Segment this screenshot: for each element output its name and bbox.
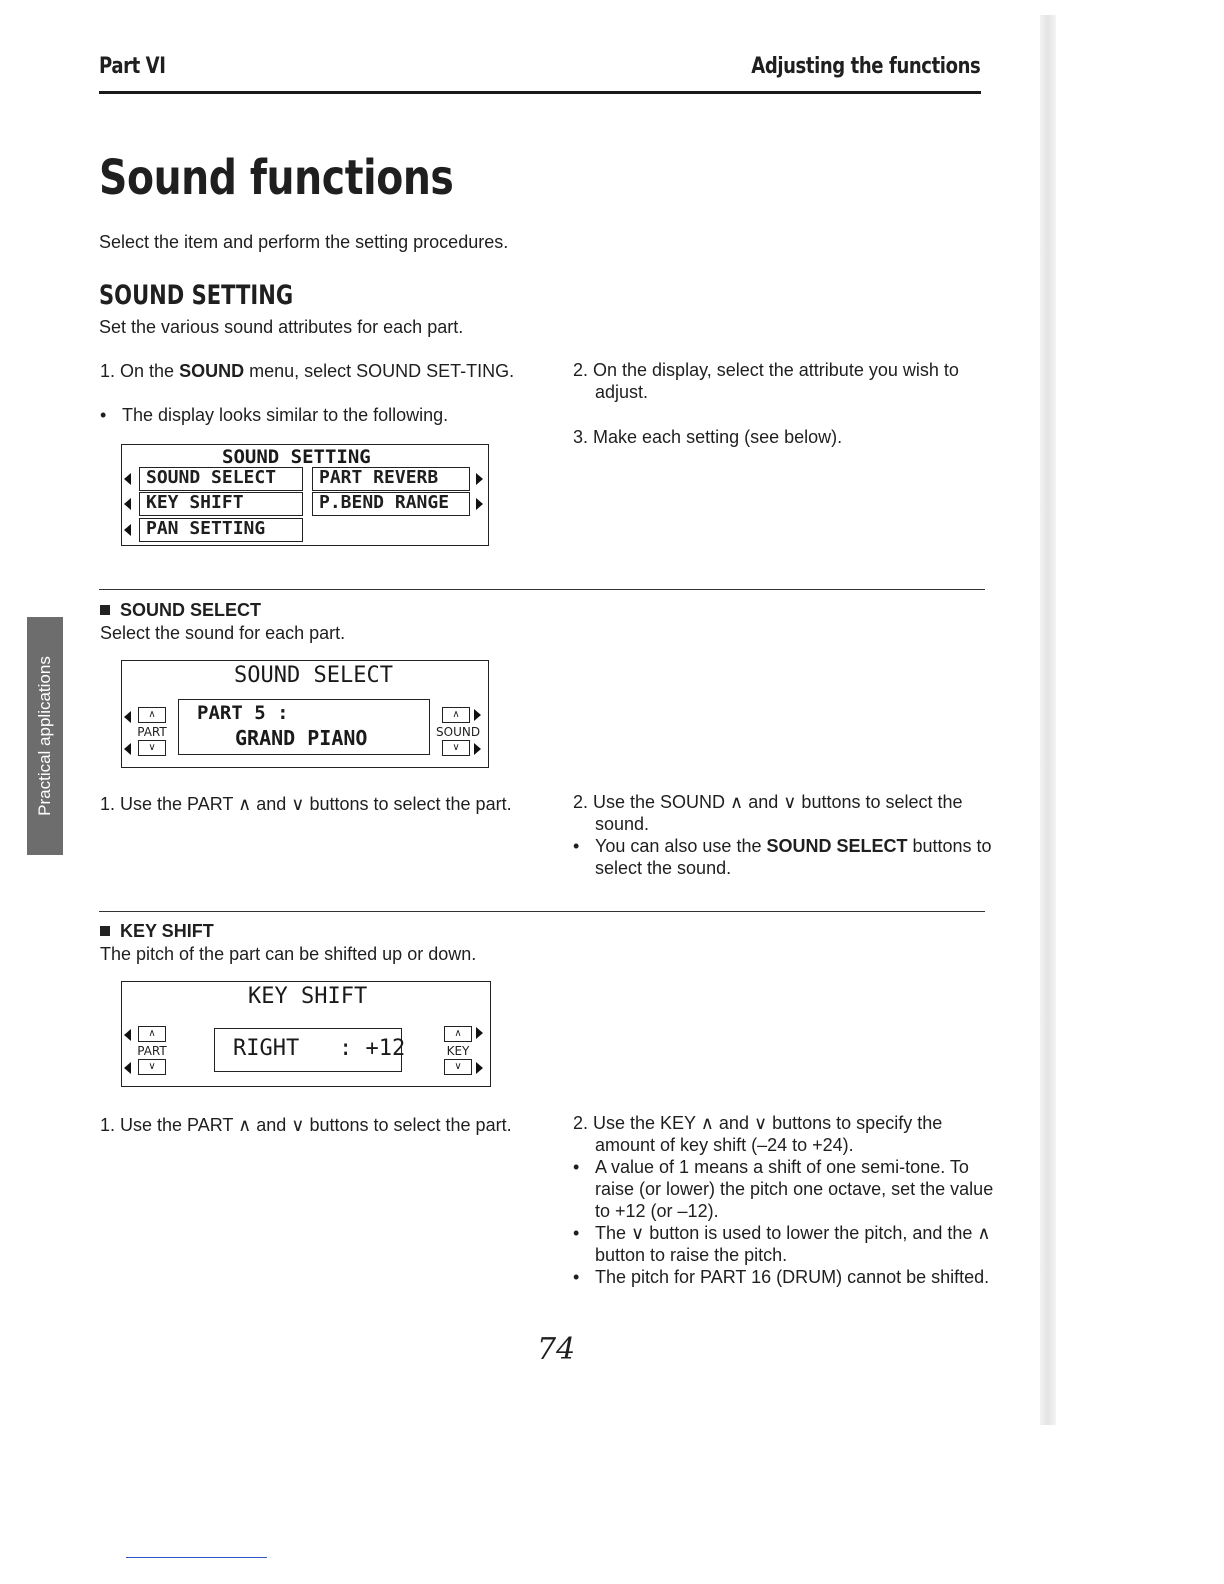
scan-edge-shading [1040,15,1056,1425]
key-label: KEY [446,1044,470,1058]
sound-select-heading: SOUND SELECT [100,600,261,621]
left-arrow-icon [124,711,131,723]
part-label: PART [137,1044,167,1058]
sound-select-step1: 1. Use the PART ∧ and ∨ buttons to select the part. [100,794,512,814]
part-down-button[interactable]: ∨ [138,1059,166,1075]
right-arrow-icon [476,473,483,485]
sound-name: GRAND PIANO [235,726,368,750]
sound-label: SOUND [436,725,481,739]
header-section: Adjusting the functions [750,54,980,79]
sound-setting-desc: Set the various sound attributes for each part. [99,317,464,337]
key-shift-desc: The pitch of the part can be shifted up or down. [100,944,477,964]
sound-select-step2: 2. Use the SOUND ∧ and ∨ buttons to select the sound. [573,792,963,834]
right-arrow-icon [476,498,483,510]
header-part: Part VI [99,54,166,79]
sound-select-bullet: • You can also use the SOUND SELECT buttons to select the sound. [573,836,992,878]
sound-setting-step1: 1. On the SOUND menu, select SOUND SET-TING. [100,361,515,381]
cell-pan-setting[interactable]: PAN SETTING [139,518,303,542]
key-shift-bullet-1: • A value of 1 means a shift of one semi-tone. To raise (or lower) the pitch one octave, set the value to +12 (or –12). [573,1157,994,1221]
part-value: PART 5 : [197,702,289,724]
page-number: 74 [537,1332,576,1367]
key-down-button[interactable]: ∨ [444,1059,472,1075]
square-bullet-icon [100,605,110,615]
left-arrow-icon [124,743,131,755]
right-arrow-icon [476,1027,483,1039]
header-rule [99,91,981,94]
sound-setting-step2: 2. On the display, select the attribute you wish to adjust. [573,360,959,402]
intro-text: Select the item and perform the setting procedures. [99,232,509,252]
display-title: KEY SHIFT [248,984,368,1009]
key-shift-display [121,981,491,1087]
key-shift-step1: 1. Use the PART ∧ and ∨ buttons to select the part. [100,1115,512,1135]
key-shift-heading: KEY SHIFT [100,921,214,942]
part-up-button[interactable]: ∧ [138,707,166,723]
display-title: SOUND SETTING [222,446,371,468]
right-arrow-icon [476,1062,483,1074]
sound-setting-step3: 3. Make each setting (see below). [573,427,843,447]
square-bullet-icon [100,926,110,936]
section-divider [99,589,985,590]
key-shift-value: RIGHT : +12 [233,1036,406,1061]
left-arrow-icon [124,473,131,485]
display-title: SOUND SELECT [234,663,393,688]
part-down-button[interactable]: ∨ [138,740,166,756]
key-shift-bullet-2: • The ∨ button is used to lower the pitch, and the ∧ button to raise the pitch. [573,1223,991,1265]
sound-select-display [121,660,489,768]
left-arrow-icon [124,1062,131,1074]
key-shift-step2: 2. Use the KEY ∧ and ∨ buttons to specify the amount of key shift (–24 to +24). [573,1113,943,1155]
side-tab: Practical applications [27,617,63,855]
left-arrow-icon [124,524,131,536]
part-label: PART [137,725,167,739]
part-up-button[interactable]: ∧ [138,1026,166,1042]
section-divider [99,911,985,912]
cell-pbend-range[interactable]: P.BEND RANGE [312,492,470,516]
key-shift-value-box [214,1028,406,1072]
sound-select-desc: Select the sound for each part. [100,623,346,643]
cell-key-shift[interactable]: KEY SHIFT [139,492,303,516]
bottom-line [126,1557,267,1558]
sound-down-button[interactable]: ∨ [442,740,470,756]
cell-sound-select[interactable]: SOUND SELECT [139,467,303,491]
sound-setting-heading: SOUND SETTING [99,280,294,311]
sound-up-button[interactable]: ∧ [442,707,470,723]
sound-setting-bullet: • The display looks similar to the following. [100,405,449,425]
sound-setting-display [121,444,489,546]
key-shift-bullet-3: • The pitch for PART 16 (DRUM) cannot be shifted. [573,1267,990,1287]
left-arrow-icon [124,1029,131,1041]
left-arrow-icon [124,498,131,510]
key-up-button[interactable]: ∧ [444,1026,472,1042]
cell-part-reverb[interactable]: PART REVERB [312,467,470,491]
sound-value-box [178,699,430,755]
page-title: Sound functions [99,150,454,206]
right-arrow-icon [474,709,481,721]
right-arrow-icon [474,743,481,755]
